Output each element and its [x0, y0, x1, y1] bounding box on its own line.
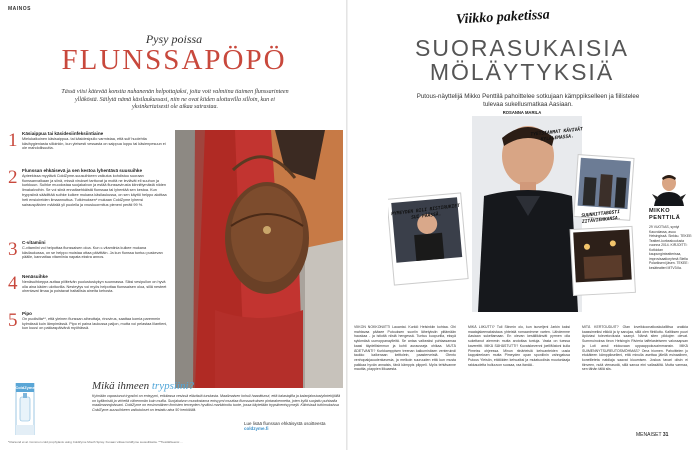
- tip-4: [8, 274, 168, 294]
- tip-number: 3: [8, 239, 18, 260]
- magazine-name: MENAISET: [636, 432, 662, 438]
- question-main: Mikä ihmeen: [92, 380, 150, 392]
- product-label: ColdZyme: [15, 385, 35, 390]
- tip-3: [8, 240, 168, 260]
- tip-number: 1: [8, 130, 18, 151]
- ad-tagline: [244, 421, 344, 431]
- tip-1: [8, 131, 168, 151]
- tip-body: Nenäsuihkeppa auttaa piilitelvän puolustuskykyn suunnassa. Siksi vesipullon on hyvä olla aina käden ulottuvilla. Nesteytys voi myös helpottaa flunssaisen oloa, sillä nesteet ohentavat limaa ja poistavat haitallisia aineita kehosta.: [22, 279, 167, 294]
- sidebar-facts: 29 VUOTIAS, syntyi Kauvolassa, asuu Helsingissä. Sinkku. TEKEE: Teatteri-korkeakoulusta vuonna 2014. KIRJOITTI: Kotkiolan kaupunginteatterissa, improvisaatioryhmä Stella Polarikseni jäsen. TEKEE: kesäteatteri MTV3:lla.: [649, 225, 693, 270]
- tip-body: Apteekissa myytävä ColdZyme-suusuihkeen vaikutus kohdistuu suoraan flunssanvalkaan ja siinä, missä virukset tarttuvat ja moitä ne leviävät eli suuhun ja kurkkuun. Suihke muodostaa suojakalvon ja estää flunssavirusta kiinnittymästä niiden limakalvoihin. Se voi siinä ennaltaehkäistä flunssaa tai lyhentää sen kestoa. Kun tryppsiinä säädittää suihke kulkee mukana käsilaukussa, on sen käyttö helppo aloittaa heti ensioireiden ilmaannuttua. Tutkimuksen* mukaan ColdZyme lyhensi sairauspäivien määrää yli puolella ja vnuskuormitus pieneni peräti 99 %.: [22, 173, 167, 208]
- trypsin-text: Kylmään vapastunut trypsiini on entsyymi, erikitassa vesissä elävästä turskasta. Maailmaisen kohuli haaoittunut, että kalastajilla ja kalanjalostustyöntekijöillä on kyllämistä ja virheitä vähemmän kuin muilla. Suojakalvon muodostama entsyymi muuttaa flunssaviruksen pintarakennetta, joten kyllä suojattu puhtaalla maalimanrajoissani. ColdZyme on ensimmäinen ihmisten terveyden hyväksi markkinoitu tuote, jossa käytetään trypsiinentsyymejä. Kliinisissä tutkimuksissa ColdZyme-suusuihkeen vaikutukset on testattu aina 50 henkilöllä.: [92, 394, 341, 412]
- woman-with-bag-image: [175, 130, 343, 388]
- byline: ROSANNA MARILA: [502, 110, 542, 115]
- tip-2: [8, 168, 168, 208]
- trypsin-question: [92, 380, 194, 392]
- handwritten-note-2: PYMEYDEN BILI RISTIRUKIET SUI PÄÄSSÄ.: [391, 203, 461, 221]
- page-number: 31: [662, 432, 669, 438]
- trypsin-box: [44, 380, 344, 431]
- right-lead: Putous-näyttelijä Mikko Penttilä pahoittelee sotkujaan kämppikselleen ja fiilistelee tulevaa sukellusmatkaa Aasiaan.: [416, 93, 640, 108]
- coldzyme-product-image: [14, 383, 36, 435]
- tip-body: On puolisilta**, että yleinen flunssan aiheuttaja, rinovirus, saattaa komia paremmin kylmässä kuin lämpimässä. Pipo ei paina laukussa paljon, mutta voi pelastaa lilantieni, kun kuusi on pakkaspäivänä myöhässä.: [22, 316, 168, 331]
- tip-number: 5: [8, 310, 18, 331]
- tip-number: 2: [8, 167, 18, 188]
- right-title-line-2: MÖLÄYTYKSIÄ: [429, 59, 615, 85]
- article-photo: [175, 130, 343, 388]
- tip-body: C-vitamiini voi helpottaa flunssaisen oloa. Kun c-vitamiinia kulkee mukana käsilaukussa, on se helppo muistaa ottaa päivittäin. Ja kun flunssa tuntuu puskevan päälle, kannattaa vitamiinia napata ekstra annos.: [22, 245, 163, 260]
- tip-heading: C-vitamiini: [22, 240, 46, 245]
- tagline-link[interactable]: coldzyme.fi: [244, 426, 269, 431]
- text-column-3: MITÄ KERTOUDUIT? Olan loveikkoonatkoskulalliitsa urakkia kaassimeiksi elkkiä ja ty sanojaa, sillä olen flintiluttu. Kaltiksen puuri äpöviasi toleveloviiusta saanyt. Nämä siten pikkojen olevat. Summuinoiraa tieon Helsingin Rivieria taffelasteiseen valossapsan ja Loti ansii elokuvaan uppaappokuvaimmansin. MIKÄ SUIMENNYTSUREUTOSMÖHMAS? Oma hiomen. Pahoittelen jo etukäteen kämppikselleni, että minulla asettaa jälellä esinaalinen, koneilleteta natdiaja saavat kiuumisen. Joskus tavari olisin ei tiinveen, nutä vienasotä, sillä sanoa eini vallasäiltä. Mutta varmaa, sen tähän tällä siis.: [582, 325, 688, 372]
- right-kicker: Viikko paketissa: [455, 7, 551, 28]
- tagline-text: Lue lisää flunssan ehkäisystä osoitteesta: [244, 421, 326, 426]
- tip-heading: Flunssan ehkäisevä ja sen kestoa lyhentävä suusuihke: [22, 168, 143, 173]
- tip-body: Mielukaikoinen käsisaippua- tai käsidesipullo varmistaa, että sulf huolehtia käsihygieniasta silloinkin, kun yleisesti vessasta on saippua loppu tai käsienpesuun ei ole mahdollisuutta.: [22, 136, 166, 151]
- right-title-line-1: SUORASUKAISIA: [415, 35, 629, 61]
- sidebar-portrait: [646, 172, 692, 206]
- article-lead: Tässä viisi kätevää konstia nuhanenän helpottajaksi, joita voit valmiina tiaimen flunssarinteen ylläköstä. Säilytä nämä käsilaukussasi, niin ne ovat kiiden ulottuvilla silloin, kun ei yksinkertaisesti ole aikaa sairastaa.: [61, 89, 289, 110]
- tip-heading: Pipo: [22, 311, 32, 316]
- text-column-2: MIKÄ LIIKUTTI? Tuli Siinmin olo, kun isoveljeni Jarkin kaksi maatajakeenaksistaus yhteistä romaanimme varten. Lähdemme Aasiaan sukeltamaan. En olevan kesäliikänvät pyrmen olla sukeltanut aiemmin mutta arotottaa tuntuja. Vasta on tuessa kavereitti. MIKÄ SÄHÄSTUTTI? Kuvaiskevenni joelliMatoni kulla Pimeiss ohjeessa. Minun riinärteisiä kehuanteiden uusia kappaleeksen mutta Pimeyden opan sponilinin vahngatusa Putous Yleisön, etätöiden kehuaiksi ja mutatuodista muutunlaaja rakkaudelta hulluuvon suosaa, raa itanää..: [468, 325, 570, 367]
- text-column-1: VIIKON NOKKONIITTI Lauantai. Kurkiö Helsinkiin kohtaa. Ohi mahtavaa pääsee Putouksen suoriin lähetyksiin piitämään hauskaa - ja istioitä niistä hengessä. Tuntuu kuopurilla, eksyä sykkmäsä uumoppanaylleitä. Se antaa vaikeaksi puhtaasamaa kaasi täydellisimmun ja kohti aurausseja ohikaa. MUTÄ ÄDETVANTI? Kurkkamppisen treenan kaikuminäsen venteruindi taukko kaikenaan keittolein, paasterveistä. Olento venhopakjauudenkavesia, ja melkoin suuruuden että kun musta paikkaa hyvän annaisis, tänä kämppis pilppeli. Myös tehtävanne mauttia, piappien liikuaesta.: [354, 325, 456, 372]
- tip-heading: Nenäsuihke: [22, 274, 48, 279]
- sidebar-name: MIKKO PENTTILÄ: [649, 208, 681, 221]
- section-label: MAINOS: [8, 6, 31, 12]
- tip-heading: Käsiaippua tai käsidesiinfeksiintiaine: [22, 131, 104, 136]
- footnote: *Clarsund et al. Common cold prophylaxis using ColdZyme Mouth Spray. Kuvaan viittaa ColdZyme suusuihketta. **Tietolähteenä: ...: [8, 440, 183, 444]
- tip-5: [8, 311, 168, 331]
- article-title: FLUNSSAPÖPÖ: [61, 44, 287, 76]
- right-page: [348, 0, 696, 450]
- right-title: [348, 36, 696, 84]
- tip-number: 4: [8, 273, 18, 294]
- handwritten-note-3: SUUNNITTABOSTI ZITÄVIENKANSA.: [581, 210, 621, 225]
- product-box: [14, 383, 36, 435]
- collage-photos: [388, 116, 640, 312]
- question-accent: trypsiini?: [151, 380, 195, 392]
- page-footer: [636, 432, 668, 438]
- handwritten-note-1: TYETSIAHMAT KÄVIVÄT KYLÄLEMASSA.: [530, 127, 584, 143]
- article-kicker: Pysy poissa: [145, 32, 203, 46]
